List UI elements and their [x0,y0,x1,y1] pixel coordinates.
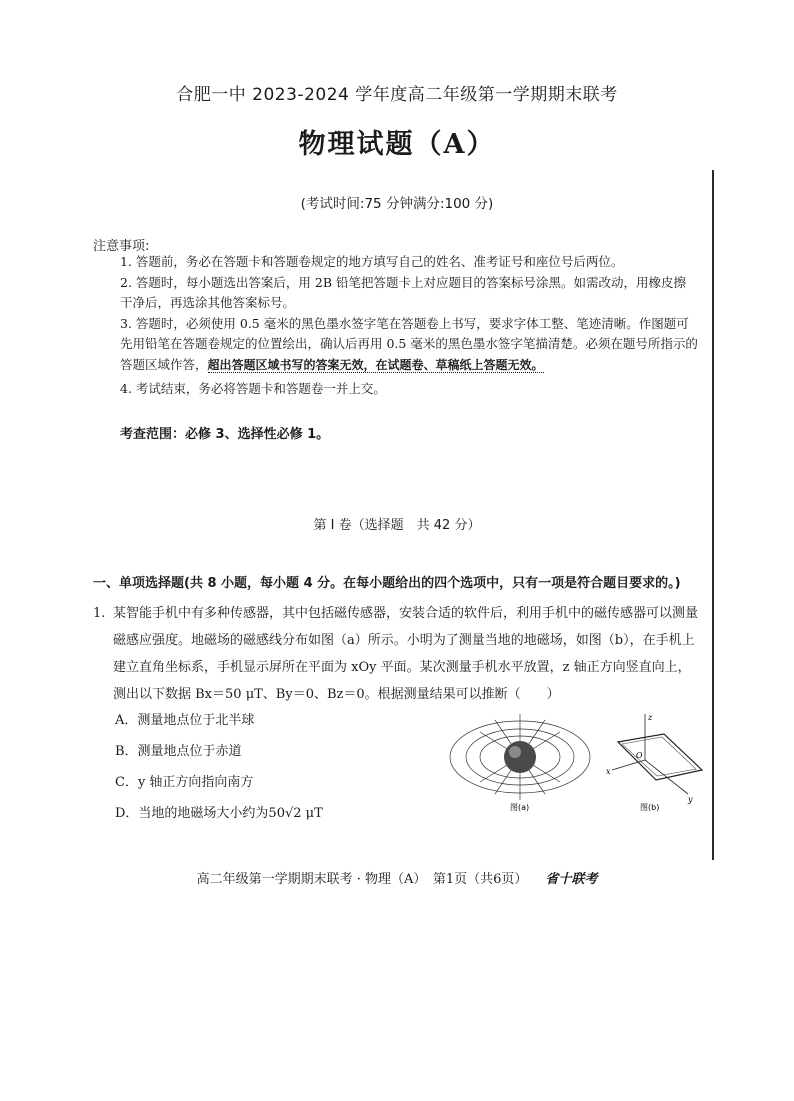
fig-a-caption: 图(a) [510,803,530,812]
option-d: D．当地的地磁场大小约为50√2 μT [115,806,323,821]
origin-label: O [636,751,643,760]
question-1 [93,600,703,708]
notice-list [120,252,698,400]
phone-diagram [612,714,702,794]
exam-time-info: (考试时间:75 分钟满分:100 分) [300,196,494,212]
question-number: 1. [93,606,106,621]
option-b: B．测量地点位于赤道 [115,744,242,759]
option-a: A．测量地点位于北半球 [115,713,255,728]
exam-header: 合肥一中 2023-2024 学年度高二年级第一学期期末联考 [176,85,618,105]
option-c: C．y 轴正方向指向南方 [115,775,254,790]
z-axis-label: z [648,713,653,722]
y-axis [645,760,688,794]
fig-b-caption: 图(b) [640,803,660,812]
notice-item [120,314,698,376]
footer-text: 高二年级第一学期期末联考 · 物理（A） 第1页（共6页） [196,872,528,887]
question-options [115,705,323,829]
section-title: 第 Ⅰ 卷（选择题 共 42 分） [313,518,481,533]
part-heading: 一、单项选择题(共 8 小题，每小题 4 分。在每小题给出的四个选项中，只有一项是符合题目要求的。) [93,576,681,591]
question-text: 某智能手机中有多种传感器，其中包括磁传感器，安装合适的软件后，利用手机中的磁传感器可以测量磁感应强度。地磁场的磁感线分布如图（a）所示。小明为了测量当地的地磁场，如图（b），在手机上建立直角坐标系，手机显示屏所在平面为 xOy 平面。某次测量手机水平放置，z 轴正方向竖直向上，测出以下数据 Bx＝50 μT、By＝0、Bz＝0。根据测量结果可以推断（ ） [113,606,699,702]
notice-heading: 注意事项: [93,239,150,254]
x-axis [612,760,645,770]
x-axis-label: x [606,767,611,776]
notice-item: 4. 考试结束，务必将答题卡和答题卷一并上交。 [120,381,386,396]
notice-item-text: 3. 答题时，必须使用 0.5 毫米的黑色墨水签字笔在答题卷上书写，要求字体工整、笔迹清晰。作图题可先用铅笔在答题卷规定的位置绘出，确认后再用 0.5 毫米的黑色墨水签字笔描清楚。必须在题号所指示的答题区域作答， [120,315,698,372]
question-1-figures [440,712,710,812]
footer-brand: 省十联考 [545,872,598,887]
page-footer [0,868,794,887]
earth-icon [504,741,536,773]
notice-item: 1. 答题前，务必在答题卡和答题卷规定的地方填写自己的姓名、准考证号和座位号后两位。 [120,254,624,269]
earth-highlight [509,746,521,758]
notice-emphasis: 超出答题区域书写的答案无效，在试题卷、草稿纸上答题无效。 [207,357,544,372]
y-axis-label: y [688,795,693,804]
notice-item: 2. 答题时，每小题选出答案后，用 2B 铅笔把答题卡上对应题目的答案标号涂黑。如需改动，用橡皮擦干净后，再选涂其他答案标号。 [120,274,686,310]
page-title: 物理试题（A） [298,129,496,160]
exam-scope: 考查范围：必修 3、选择性必修 1。 [120,427,330,442]
